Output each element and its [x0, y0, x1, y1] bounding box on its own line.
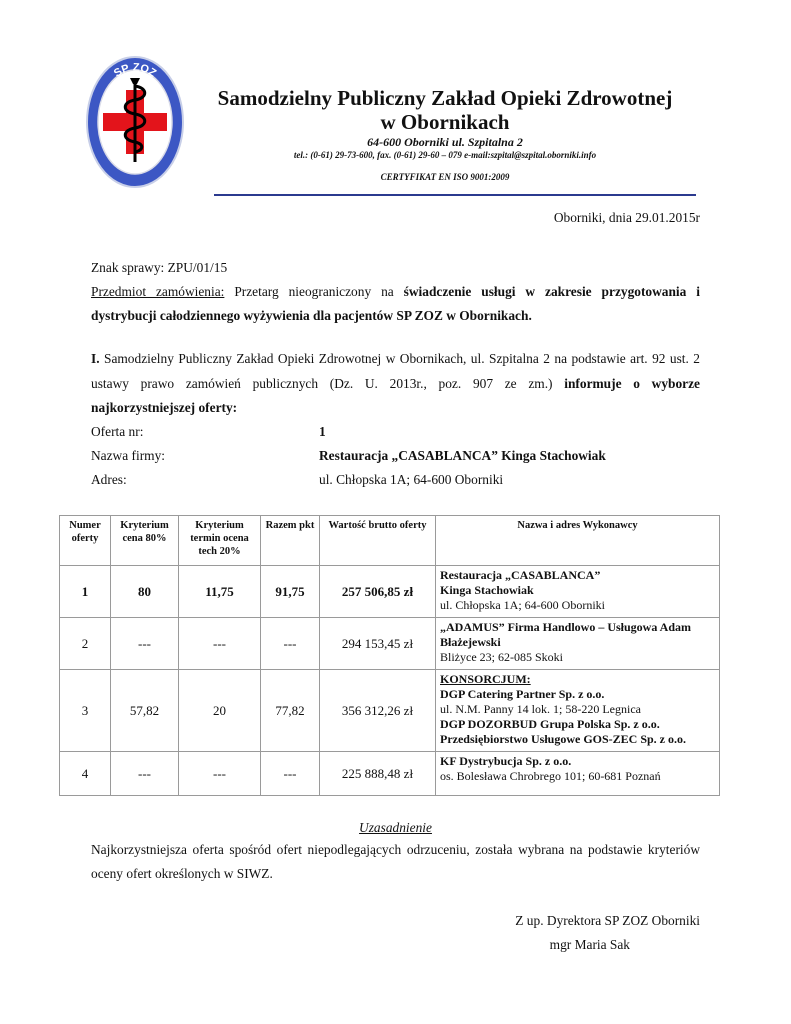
header-value: Wartość brutto oferty [320, 516, 436, 566]
header-total: Razem pkt [261, 516, 320, 566]
header-contractor: Nazwa i adres Wykonawcy [436, 516, 720, 566]
section-numeral: I. [91, 351, 100, 366]
term-score: --- [179, 618, 261, 670]
header-term: Kryterium termin ocena tech 20% [179, 516, 261, 566]
company-label: Nazwa firmy: [91, 448, 165, 463]
contractor-cell: KF Dystrybucja Sp. z o.o. os. Bolesława Chrobrego 101; 60-681 Poznań [436, 752, 720, 796]
signature-name: mgr Maria Sak [549, 937, 630, 952]
subject-bold-1: świadczenie usługi w zakresie przygotowania i [403, 284, 700, 299]
offer-number: 1 [60, 566, 111, 618]
signature-line-1: Z up. Dyrektora SP ZOZ Oborniki [515, 913, 700, 928]
address-value: ul. Chłopska 1A; 64-600 Oborniki [319, 472, 504, 487]
price-score: 80 [111, 566, 179, 618]
term-score: 20 [179, 670, 261, 752]
term-score: 11,75 [179, 566, 261, 618]
table-row [60, 670, 720, 752]
results-table [59, 515, 720, 796]
institution-location: w Obornikach [380, 110, 510, 134]
institution-address: 64-600 Oborniki ul. Szpitalna 2 [367, 135, 523, 149]
subject-prefix: Przetarg nieograniczony na [234, 284, 394, 299]
table-header-row [60, 516, 720, 566]
subject-label: Przedmiot zamówienia: [91, 284, 225, 299]
price-score: --- [111, 752, 179, 796]
gross-value: 294 153,45 zł [320, 618, 436, 670]
case-value: ZPU/01/15 [167, 260, 228, 275]
certificate-line: CERTYFIKAT EN ISO 9001:2009 [380, 172, 510, 182]
table-row [60, 752, 720, 796]
total-score: 91,75 [261, 566, 320, 618]
table-row [60, 618, 720, 670]
document-date: Oborniki, dnia 29.01.2015r [553, 210, 700, 225]
table-row [60, 566, 720, 618]
sp-zoz-logo [84, 54, 186, 190]
total-score: --- [261, 618, 320, 670]
institution-name: Samodzielny Publiczny Zakład Opieki Zdrowotnej [217, 86, 673, 110]
header-price: Kryterium cena 80% [111, 516, 179, 566]
price-score: 57,82 [111, 670, 179, 752]
offer-number: 2 [60, 618, 111, 670]
justification-title: Uzasadnienie [359, 820, 432, 835]
offer-label: Oferta nr: [91, 424, 144, 439]
section-1-line-2: ustawy prawo zamówień publicznych (Dz. U. 2013r., poz. 907 ze zm.) informuje o wyborze [91, 376, 700, 391]
justification-line-1: Najkorzystniejsza oferta spośród ofert niepodlegających odrzuceniu, została wybrana na podstawie kryteriów [91, 842, 700, 857]
contractor-cell: „ADAMUS” Firma Handlowo – Usługowa Adam Błażejewski Bliżyce 23; 62-085 Skoki [436, 618, 720, 670]
subject-line-2: dystrybucji całodziennego wyżywienia dla pacjentów SP ZOZ w Obornikach. [91, 308, 532, 323]
section-1-line-1: I. Samodzielny Publiczny Zakład Opieki Zdrowotnej w Obornikach, ul. Szpitalna 2 na podstawie art. 92 ust. 2 [91, 351, 700, 366]
total-score: --- [261, 752, 320, 796]
total-score: 77,82 [261, 670, 320, 752]
gross-value: 225 888,48 zł [320, 752, 436, 796]
case-label: Znak sprawy: [91, 260, 165, 275]
subject-line-1 [91, 280, 700, 304]
header-divider [214, 194, 696, 196]
address-label: Adres: [91, 472, 127, 487]
header-number: Numer oferty [60, 516, 111, 566]
offer-number: 4 [60, 752, 111, 796]
case-number [91, 256, 227, 280]
section-1-line-3: najkorzystniejszej oferty: [91, 400, 238, 415]
logo-text-bottom: OBORNIKI [110, 155, 160, 176]
logo-text-top: SP ZOZ [111, 61, 159, 80]
term-score: --- [179, 752, 261, 796]
contractor-cell: KONSORCJUM: DGP Catering Partner Sp. z o.o. ul. N.M. Panny 14 lok. 1; 58-220 Legnica DGP DOZORBUD Grupa Polska Sp. z o.o. Przedsiębiorstwo Usługowe GOS-ZEC Sp. z o.o. [436, 670, 720, 752]
price-score: --- [111, 618, 179, 670]
offer-value: 1 [319, 424, 326, 439]
company-value: Restauracja „CASABLANCA” Kinga Stachowiak [319, 448, 606, 463]
gross-value: 356 312,26 zł [320, 670, 436, 752]
institution-contact: tel.: (0-61) 29-73-600, fax. (0-61) 29-60 – 079 e-mail:szpital@szpital.oborniki.info [293, 150, 597, 160]
offer-number: 3 [60, 670, 111, 752]
justification-line-2: oceny ofert określonych w SIWZ. [91, 866, 273, 881]
gross-value: 257 506,85 zł [320, 566, 436, 618]
contractor-cell: Restauracja „CASABLANCA” Kinga Stachowiak ul. Chłopska 1A; 64-600 Oborniki [436, 566, 720, 618]
